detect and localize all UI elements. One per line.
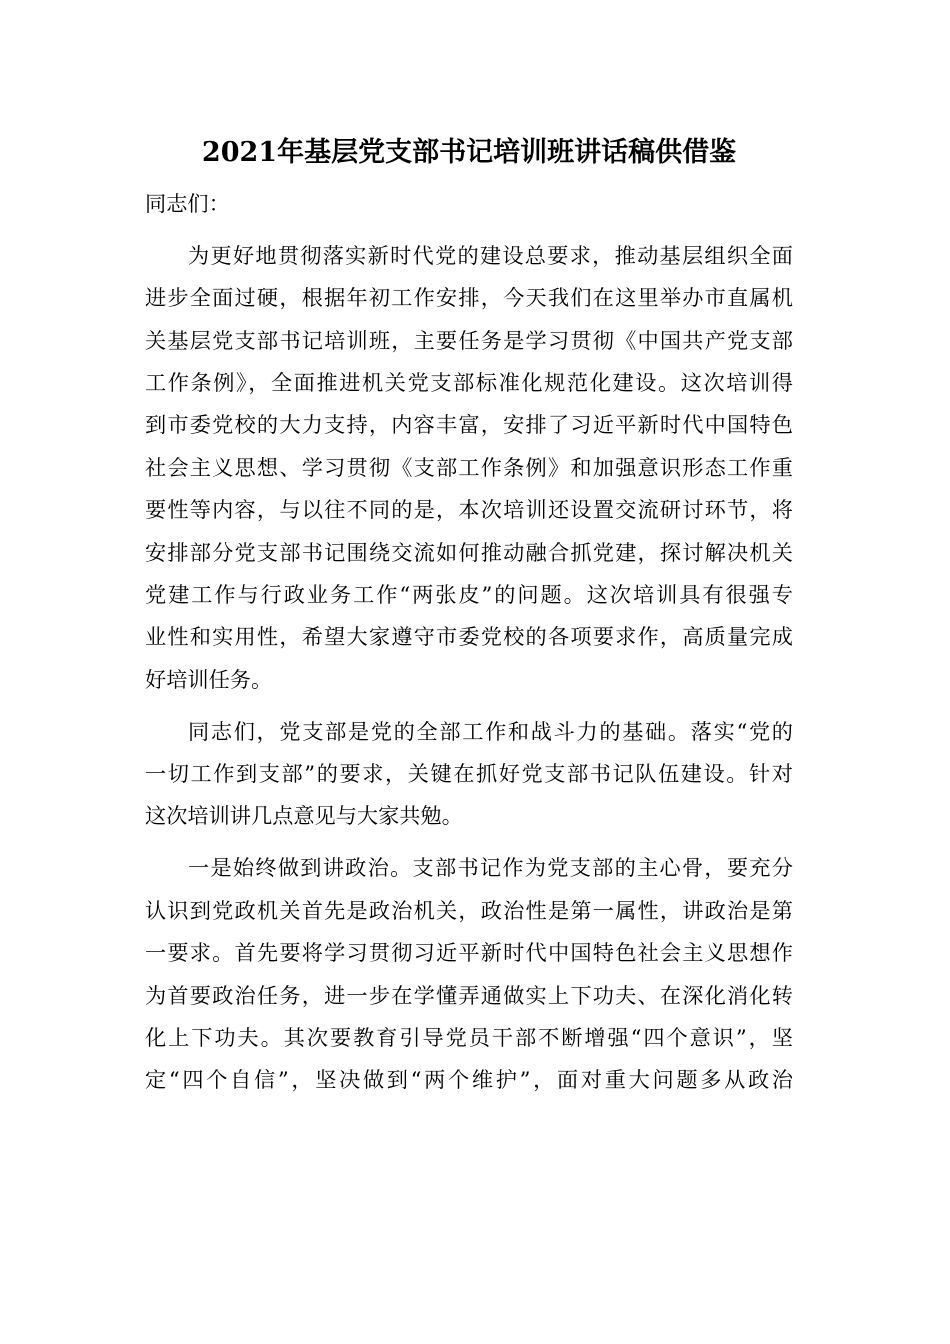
paragraph-line: 化上下功夫。其次要教育引导党员干部不断增强“四个意识”，坚 [145,1024,793,1050]
paragraph-line: 要性等内容，与以往不同的是，本次培训还设置交流研讨环节，将 [145,497,793,523]
paragraph-line: 为首要政治任务，进一步在学懂弄通做实上下功夫、在深化消化转 [145,982,793,1008]
paragraph-line: 进步全面过硬，根据年初工作安排，今天我们在这里举办市直属机 [145,285,793,311]
paragraph-line: 好培训任务。 [145,666,273,692]
paragraph [145,847,793,1101]
paragraph-line: 一切工作到支部”的要求，关键在抓好党支部书记队伍建设。针对 [145,761,793,787]
paragraph [145,711,793,838]
paragraph-line: 一要求。首先要将学习贯彻习近平新时代中国特色社会主义思想作 [145,940,793,966]
paragraph-line: 到市委党校的大力支持，内容丰富，安排了习近平新时代中国特色 [145,412,793,438]
paragraph-line: 为更好地贯彻落实新时代党的建设总要求，推动基层组织全面 [188,242,793,268]
paragraph-line: 这次培训讲几点意见与大家共勉。 [145,803,463,829]
document-body [145,183,793,1102]
paragraph-line: 工作条例》，全面推进机关党支部标准化规范化建设。这次培训得 [145,370,793,396]
paragraph-line: 一是始终做到讲政治。支部书记作为党支部的主心骨，要充分 [188,855,793,881]
salutation: 同志们： [145,191,230,216]
paragraph-line: 关基层党支部书记培训班，主要任务是学习贯彻《中国共产党支部 [145,327,793,353]
paragraph [145,235,793,701]
paragraph-line: 认识到党政机关首先是政治机关，政治性是第一属性，讲政治是第 [145,897,793,923]
paragraph-line: 安排部分党支部书记围绕交流如何推动融合抓党建，探讨解决机关 [145,539,793,565]
paragraph-line: 党建工作与行政业务工作“两张皮”的问题。这次培训具有很强专 [145,582,793,608]
paragraph-line: 同志们，党支部是党的全部工作和战斗力的基础。落实“党的 [188,718,793,744]
paragraph-line: 业性和实用性，希望大家遵守市委党校的各项要求作，高质量完成 [145,624,793,650]
paragraph-line: 社会主义思想、学习贯彻《支部工作条例》和加强意识形态工作重 [145,454,793,480]
document-title: 2021年基层党支部书记培训班讲话稿供借鉴 [201,137,737,168]
paragraph-line: 定“四个自信”，坚决做到“两个维护”，面对重大问题多从政治 [145,1067,793,1093]
